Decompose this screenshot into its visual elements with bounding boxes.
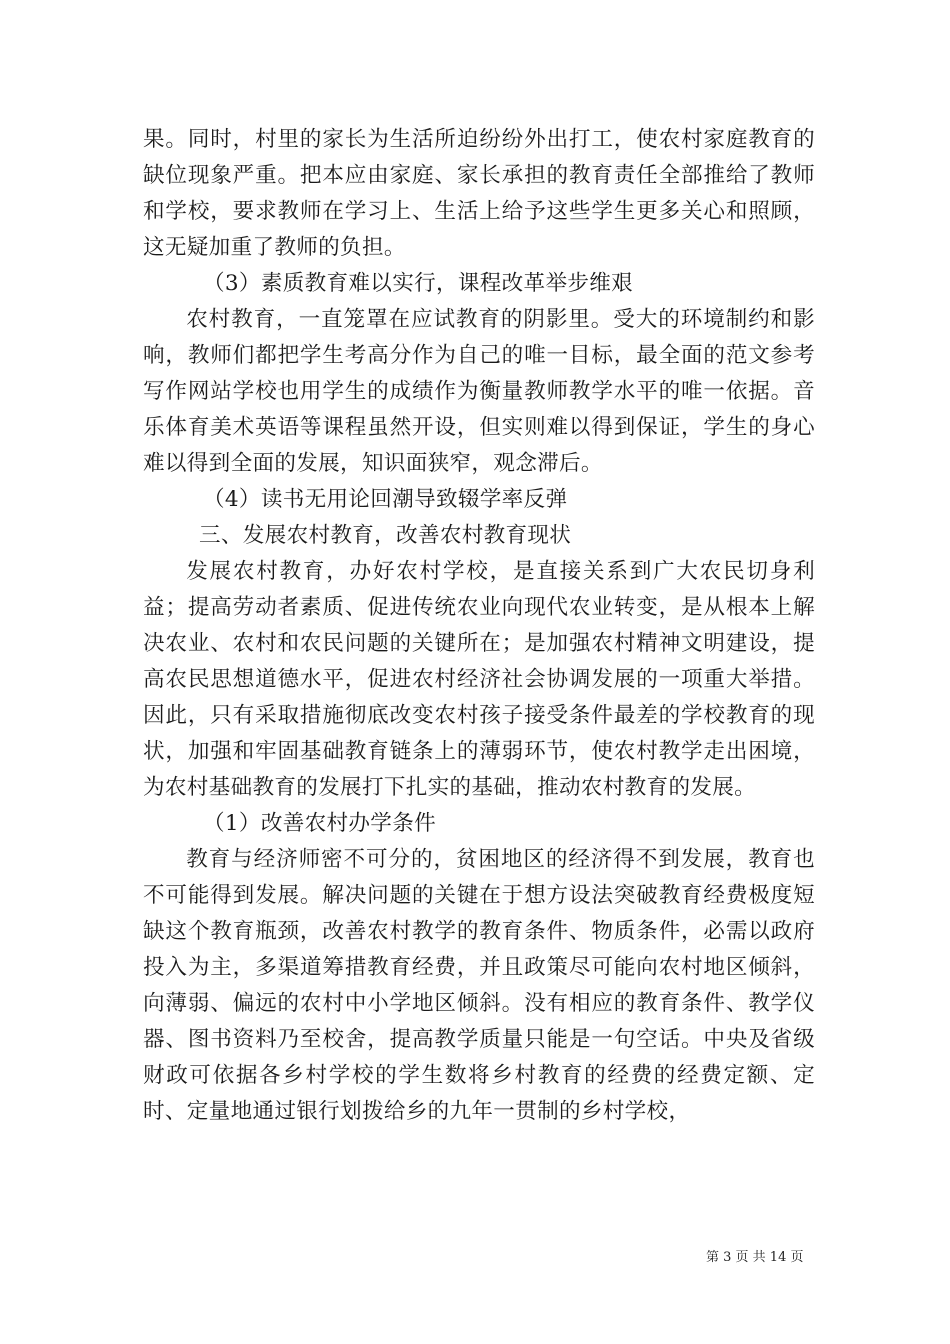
paragraph-develop-education: 发展农村教育，办好农村学校，是直接关系到广大农民切身利益；提高劳动者素质、促进传统农业向现代农业转变，是从根本上解决农业、农村和农民问题的关键所在；是加强农村精神文明建设，提高农民思想道德水平，促进农村经济社会协调发展的一项重大举措。因此，只有采取措施彻底改变农村孩子接受条件最差的学校教育的现状，加强和牢固基础教育链条上的薄弱环节，使农村教学走出困境，为农村基础教育的发展打下扎实的基础，推动农村教育的发展。 [143,559,815,800]
subheading-dropout: （4）读书无用论回潮导致辍学率反弹 [203,487,568,512]
paragraph-continuation: 果。同时，村里的家长为生活所迫纷纷外出打工，使农村家庭教育的缺位现象严重。把本应由家庭、家长承担的教育责任全部推给了教师和学校，要求教师在学习上、生活上给予这些学生更多关心和照顾，这无疑加重了教师的负担。 [143,127,815,260]
paragraph-exam-oriented: 农村教育，一直笼罩在应试教育的阴影里。受大的环境制约和影响，教师们都把学生考高分作为自己的唯一目标，最全面的范文参考写作网站学校也用学生的成绩作为衡量教师教学水平的唯一依据。音乐体育美术英语等课程虽然开设，但实则难以得到保证，学生的身心难以得到全面的发展，知识面狭窄，观念滞后。 [143,307,815,476]
section-heading-develop: 三、发展农村教育，改善农村教育现状 [199,523,572,548]
subheading-school-conditions: （1）改善农村办学条件 [203,811,436,836]
subheading-quality-education: （3）素质教育难以实行，课程改革举步维艰 [203,271,634,296]
page-indicator: 第 3 页 共 14 页 [706,1250,804,1265]
document-body [143,122,815,1130]
paragraph-funding: 教育与经济师密不可分的，贫困地区的经济得不到发展，教育也不可能得到发展。解决问题的关键在于想方设法突破教育经费极度短缺这个教育瓶颈，改善农村教学的教育条件、物质条件，必需以政府投入为主，多渠道筹措教育经费，并且政策尽可能向农村地区倾斜，向薄弱、偏远的农村中小学地区倾斜。没有相应的教育条件、教学仪器、图书资料乃至校舍，提高教学质量只能是一句空话。中央及省级财政可依据各乡村学校的学生数将乡村教育的经费的经费定额、定时、定量地通过银行划拨给乡的九年一贯制的乡村学校， [143,847,815,1124]
